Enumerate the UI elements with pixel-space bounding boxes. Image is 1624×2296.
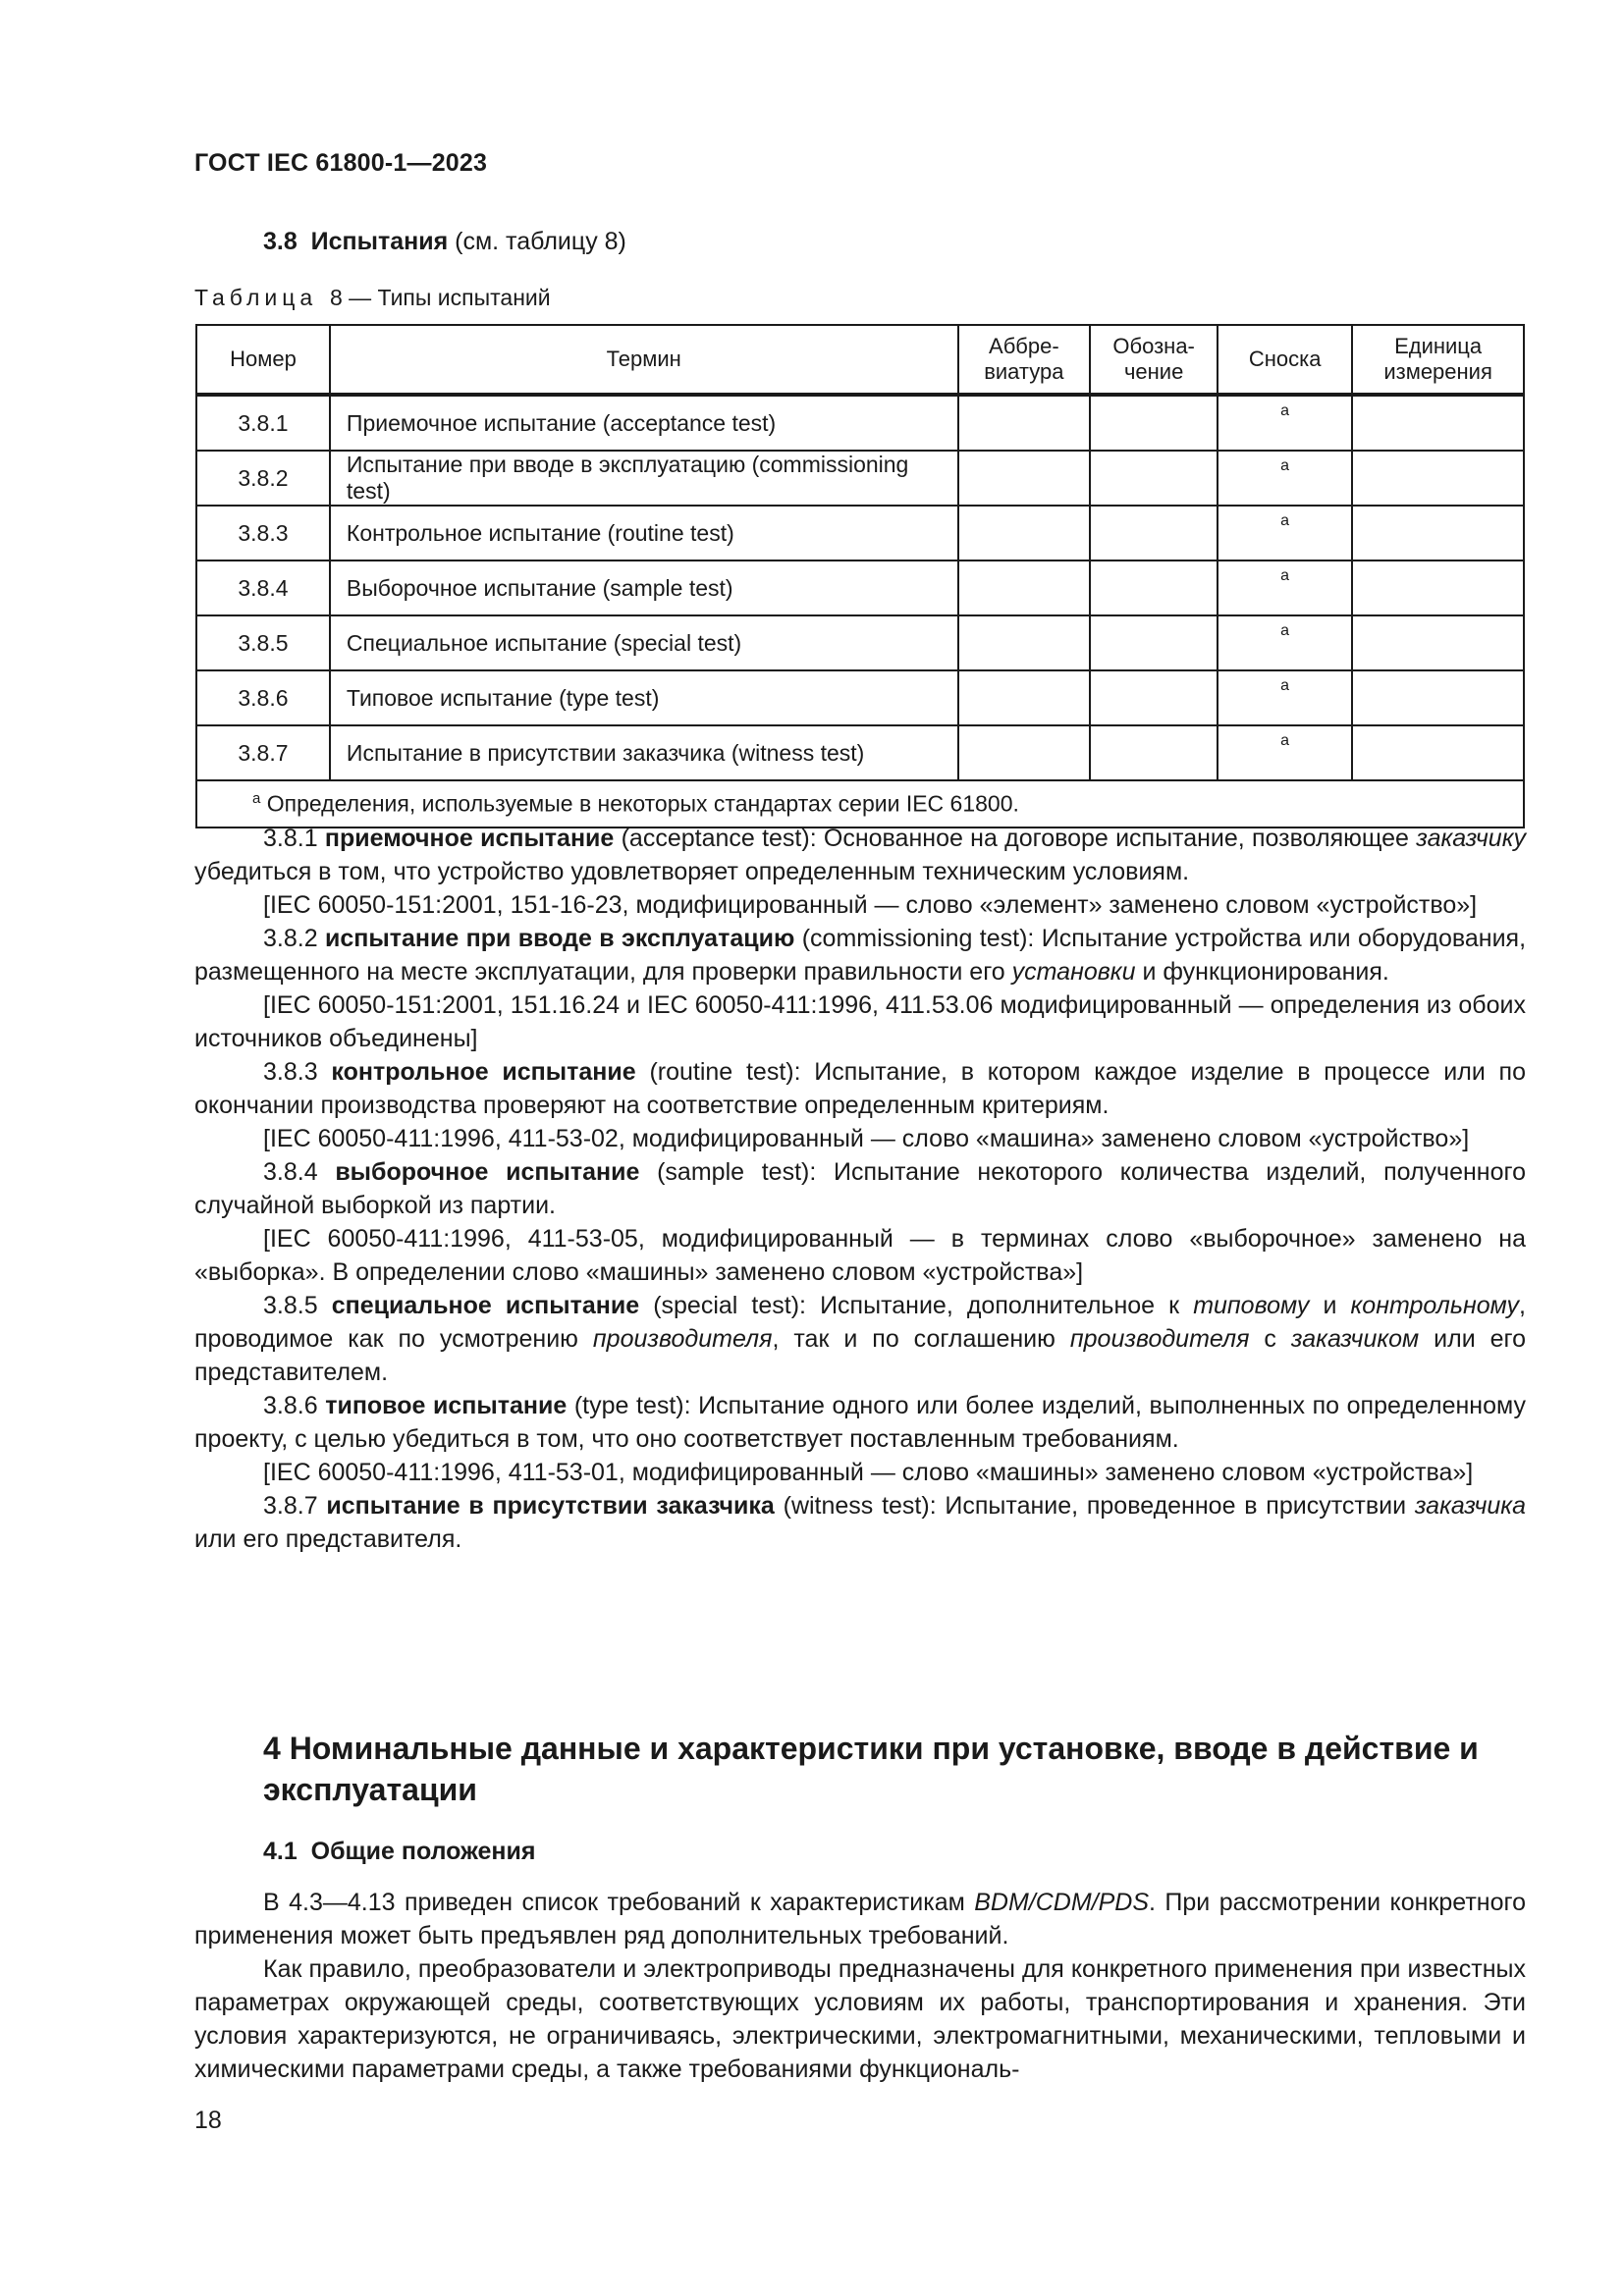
row-footnote: a [1218,615,1352,670]
row-abbr [958,395,1091,451]
table-caption-label: Таблица [194,285,318,310]
row-unit [1352,561,1524,615]
row-footnote: a [1218,670,1352,725]
row-symbol [1090,506,1218,561]
row-symbol [1090,725,1218,780]
footnote-mark: a [252,790,261,808]
paragraph: Как правило, преобразователи и электроприводы предназначены для конкретного применения при известных параметрах окружающей среды, соответствующих условиям их работы, транспортирования и хранения. Эти условия характеризуются, не ограничиваясь, электрическими, электромагнитными, механическими, тепловыми и химическими параметрами среды, а также требованиями функциональ- [194,1955,1526,2083]
row-abbr [958,451,1091,506]
chapter-heading: 4 Номинальные данные и характеристики при установке, вводе в действие и эксплуатации [263,1731,1479,1807]
row-term: Контрольное испытание (routine test) [330,506,958,561]
row-symbol [1090,395,1218,451]
row-abbr [958,506,1091,561]
table-row [196,670,1524,725]
row-abbr [958,725,1091,780]
footnote-text: Определения, используемые в некоторых стандартах серии IEC 61800. [266,790,1019,817]
table-header-row [196,325,1524,395]
row-num: 3.8.5 [196,615,330,670]
table-footnote-row [196,780,1524,828]
section-title: Испытания [310,228,449,255]
col-header-num: Номер [196,325,330,395]
section-heading [263,228,626,256]
row-term: Типовое испытание (type test) [330,670,958,725]
test-types-table [195,324,1525,828]
row-abbr [958,561,1091,615]
definition-3-8-5: 3.8.5 специальное испытание (special test): Испытание, дополнительное к типовому и контрольному, проводимое как по усмотрению производителя, так и по соглашению производителя с заказчиком или его представителем. [194,1292,1527,1386]
definition-3-8-7: 3.8.7 испытание в присутствии заказчика (witness test): Испытание, проведенное в присутствии заказчика или его представителя. [194,1492,1526,1553]
col-header-footnote: Сноска [1218,325,1352,395]
row-term: Приемочное испытание (acceptance test) [330,395,958,451]
definition-3-8-6: 3.8.6 типовое испытание (type test): Испытание одного или более изделий, выполненных по определенному проекту, с целью убедиться в том, что оно соответствует поставленным требованиям. [194,1392,1526,1453]
row-unit [1352,395,1524,451]
row-num: 3.8.6 [196,670,330,725]
section-number: 3.8 [263,228,298,255]
col-header-symbol: Обозна- чение [1090,325,1218,395]
row-num: 3.8.7 [196,725,330,780]
row-abbr [958,615,1091,670]
row-num: 3.8.2 [196,451,330,506]
general-provisions-text [194,1886,1526,2086]
row-symbol [1090,670,1218,725]
col-header-unit: Единица измерения [1352,325,1524,395]
definition-source-3-8-1: [IEC 60050-151:2001, 151-16-23, модифицированный — слово «элемент» заменено словом «устройство»] [263,891,1478,919]
table-row [196,725,1524,780]
table-caption-text: 8 — Типы испытаний [329,285,551,310]
row-term: Испытание при вводе в эксплуатацию (commissioning test) [330,451,958,506]
row-footnote: a [1218,451,1352,506]
row-num: 3.8.4 [196,561,330,615]
table-row [196,395,1524,451]
definition-3-8-3: 3.8.3 контрольное испытание (routine test): Испытание, в котором каждое изделие в процессе или по окончании производства проверяют на соответствие определенным критериям. [194,1058,1526,1119]
table-row [196,506,1524,561]
table-row [196,561,1524,615]
definition-source-3-8-6: [IEC 60050-411:1996, 411-53-01, модифицированный — слово «машины» заменено словом «устройства»] [263,1459,1474,1486]
subsection-heading: 4.1 Общие положения [263,1838,536,1865]
row-unit [1352,725,1524,780]
table-caption [194,285,551,311]
definition-source-3-8-3: [IEC 60050-411:1996, 411-53-02, модифицированный — слово «машина» заменено словом «устройство»] [263,1125,1470,1152]
page-number: 18 [194,2107,222,2134]
definition-3-8-2: 3.8.2 испытание при вводе в эксплуатацию (commissioning test): Испытание устройства или оборудования, размещенного на месте эксплуатации, для проверки правильности его установки и функционирования. [194,925,1527,986]
row-term: Специальное испытание (special test) [330,615,958,670]
row-num: 3.8.1 [196,395,330,451]
section-ref: (см. таблицу 8) [455,228,626,255]
table-footnote [196,780,1524,828]
definition-3-8-1: 3.8.1 приемочное испытание (acceptance test): Основанное на договоре испытание, позволяющее заказчику убедиться в том, что устройство удовлетворяет определенным техническим условиям. [194,825,1527,885]
row-symbol [1090,561,1218,615]
definitions-section [194,822,1526,1556]
row-term: Испытание в присутствии заказчика (witness test) [330,725,958,780]
row-unit [1352,615,1524,670]
row-num: 3.8.3 [196,506,330,561]
row-symbol [1090,615,1218,670]
row-unit [1352,670,1524,725]
row-symbol [1090,451,1218,506]
document-header: ГОСТ IEC 61800-1—2023 [194,149,488,177]
row-unit [1352,506,1524,561]
row-term: Выборочное испытание (sample test) [330,561,958,615]
row-footnote: a [1218,395,1352,451]
definition-3-8-4: 3.8.4 выборочное испытание (sample test): Испытание некоторого количества изделий, полученного случайной выборкой из партии. [194,1158,1526,1219]
definition-source-3-8-2: [IEC 60050-151:2001, 151.16.24 и IEC 60050-411:1996, 411.53.06 модифицированный — определения из обоих источников объединены] [194,991,1526,1052]
table-row [196,451,1524,506]
paragraph: В 4.3—4.13 приведен список требований к характеристикам BDM/CDM/PDS. При рассмотрении конкретного применения может быть предъявлен ряд дополнительных требований. [194,1889,1526,1949]
col-header-abbr: Аббре- виатура [958,325,1091,395]
row-footnote: a [1218,561,1352,615]
row-footnote: a [1218,506,1352,561]
row-footnote: a [1218,725,1352,780]
row-unit [1352,451,1524,506]
table-row [196,615,1524,670]
definition-source-3-8-4: [IEC 60050-411:1996, 411-53-05, модифицированный — в терминах слово «выборочное» заменено на «выборка». В определении слово «машины» заменено словом «устройства»] [194,1225,1526,1286]
row-abbr [958,670,1091,725]
col-header-term: Термин [330,325,958,395]
